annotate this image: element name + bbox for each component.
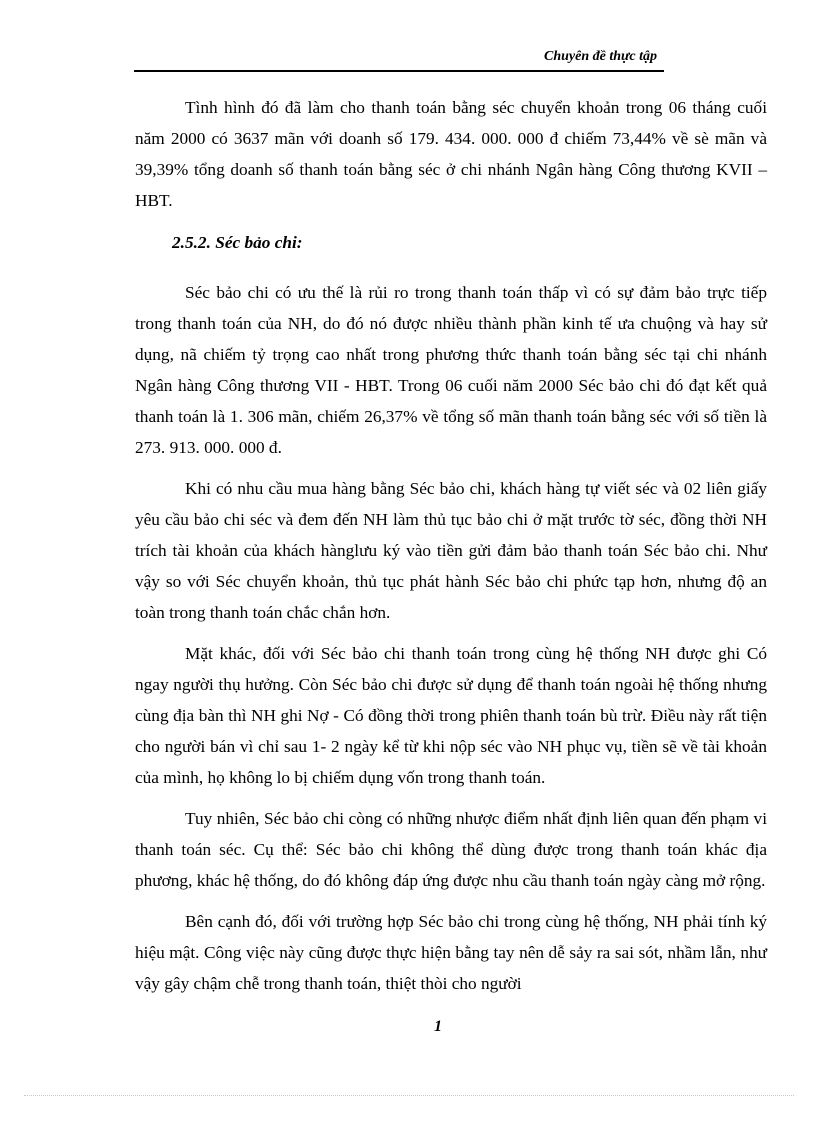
page-bottom-border bbox=[24, 1095, 794, 1096]
page-number: 1 bbox=[434, 1018, 442, 1035]
paragraph-6: Bên cạnh đó, đối với trường hợp Séc bảo chi trong cùng hệ thống, NH phải tính ký hiệu mật. Công việc này cũng được thực hiện bằng tay nên dễ sảy ra sai sót, nhầm lẫn, như vậy gây chậm chễ trong thanh toán, thiệt thòi cho người bbox=[135, 912, 767, 993]
paragraph-2: Séc bảo chi có ưu thế là rủi ro trong thanh toán thấp vì có sự đảm bảo trực tiếp trong thanh toán của NH, do đó nó được nhiều thành phần kinh tế ưa chuộng và hay sử dụng, nã chiếm tỷ trọng cao nhất trong phương thức thanh toán bằng séc tại chi nhánh Ngân hàng Công thương VII - HBT. Trong 06 cuối năm 2000 Séc bảo chi đó đạt kết quả thanh toán là 1. 306 mãn, chiếm 26,37% về tổng số mãn thanh toán bằng séc với số tiền là 273. 913. 000. 000 đ. bbox=[135, 283, 767, 457]
header-rule bbox=[134, 70, 664, 72]
body-text bbox=[135, 92, 767, 999]
paragraph-1: Tình hình đó đã làm cho thanh toán bằng séc chuyển khoản trong 06 tháng cuối năm 2000 có 3637 mãn với doanh số 179. 434. 000. 000 đ chiếm 73,44% về sè mãn và 39,39% tổng doanh số thanh toán bằng séc ở chi nhánh Ngân hàng Công thương KVII – HBT. bbox=[135, 98, 767, 210]
paragraph-5: Tuy nhiên, Séc bảo chi còng có những nhược điểm nhất định liên quan đến phạm vi thanh toán séc. Cụ thể: Séc bảo chi không thể dùng được trong thanh toán khác địa phương, khác hệ thống, do đó không đáp ứng được nhu cầu thanh toán ngày càng mở rộng. bbox=[135, 809, 767, 890]
running-header: Chuyên đề thực tập bbox=[543, 49, 657, 64]
section-heading: 2.5.2. Séc bảo chi: bbox=[172, 233, 303, 252]
paragraph-3: Khi có nhu cầu mua hàng bằng Séc bảo chi, khách hàng tự viết séc và 02 liên giấy yêu cầu bảo chi séc và đem đến NH làm thủ tục bảo chi ở mặt trước tờ séc, đồng thời NH trích tài khoản của khách hànglưu ký vào tiền gửi đảm bảo thanh toán Séc bảo chi. Như vậy so với Séc chuyển khoản, thủ tục phát hành Séc bảo chi phức tạp hơn, nhưng độ an toàn trong thanh toán chắc chắn hơn. bbox=[135, 479, 767, 622]
paragraph-4: Mặt khác, đối với Séc bảo chi thanh toán trong cùng hệ thống NH được ghi Có ngay người thụ hưởng. Còn Séc bảo chi được sử dụng để thanh toán ngoài hệ thống nhưng cùng địa bàn thì NH ghi Nợ - Có đồng thời trong phiên thanh toán bù trừ. Điều này rất tiện cho người bán vì chỉ sau 1- 2 ngày kể từ khi nộp séc vào NH phục vụ, tiền sẽ về tài khoản của mình, họ không lo bị chiếm dụng vốn trong thanh toán. bbox=[135, 644, 767, 787]
